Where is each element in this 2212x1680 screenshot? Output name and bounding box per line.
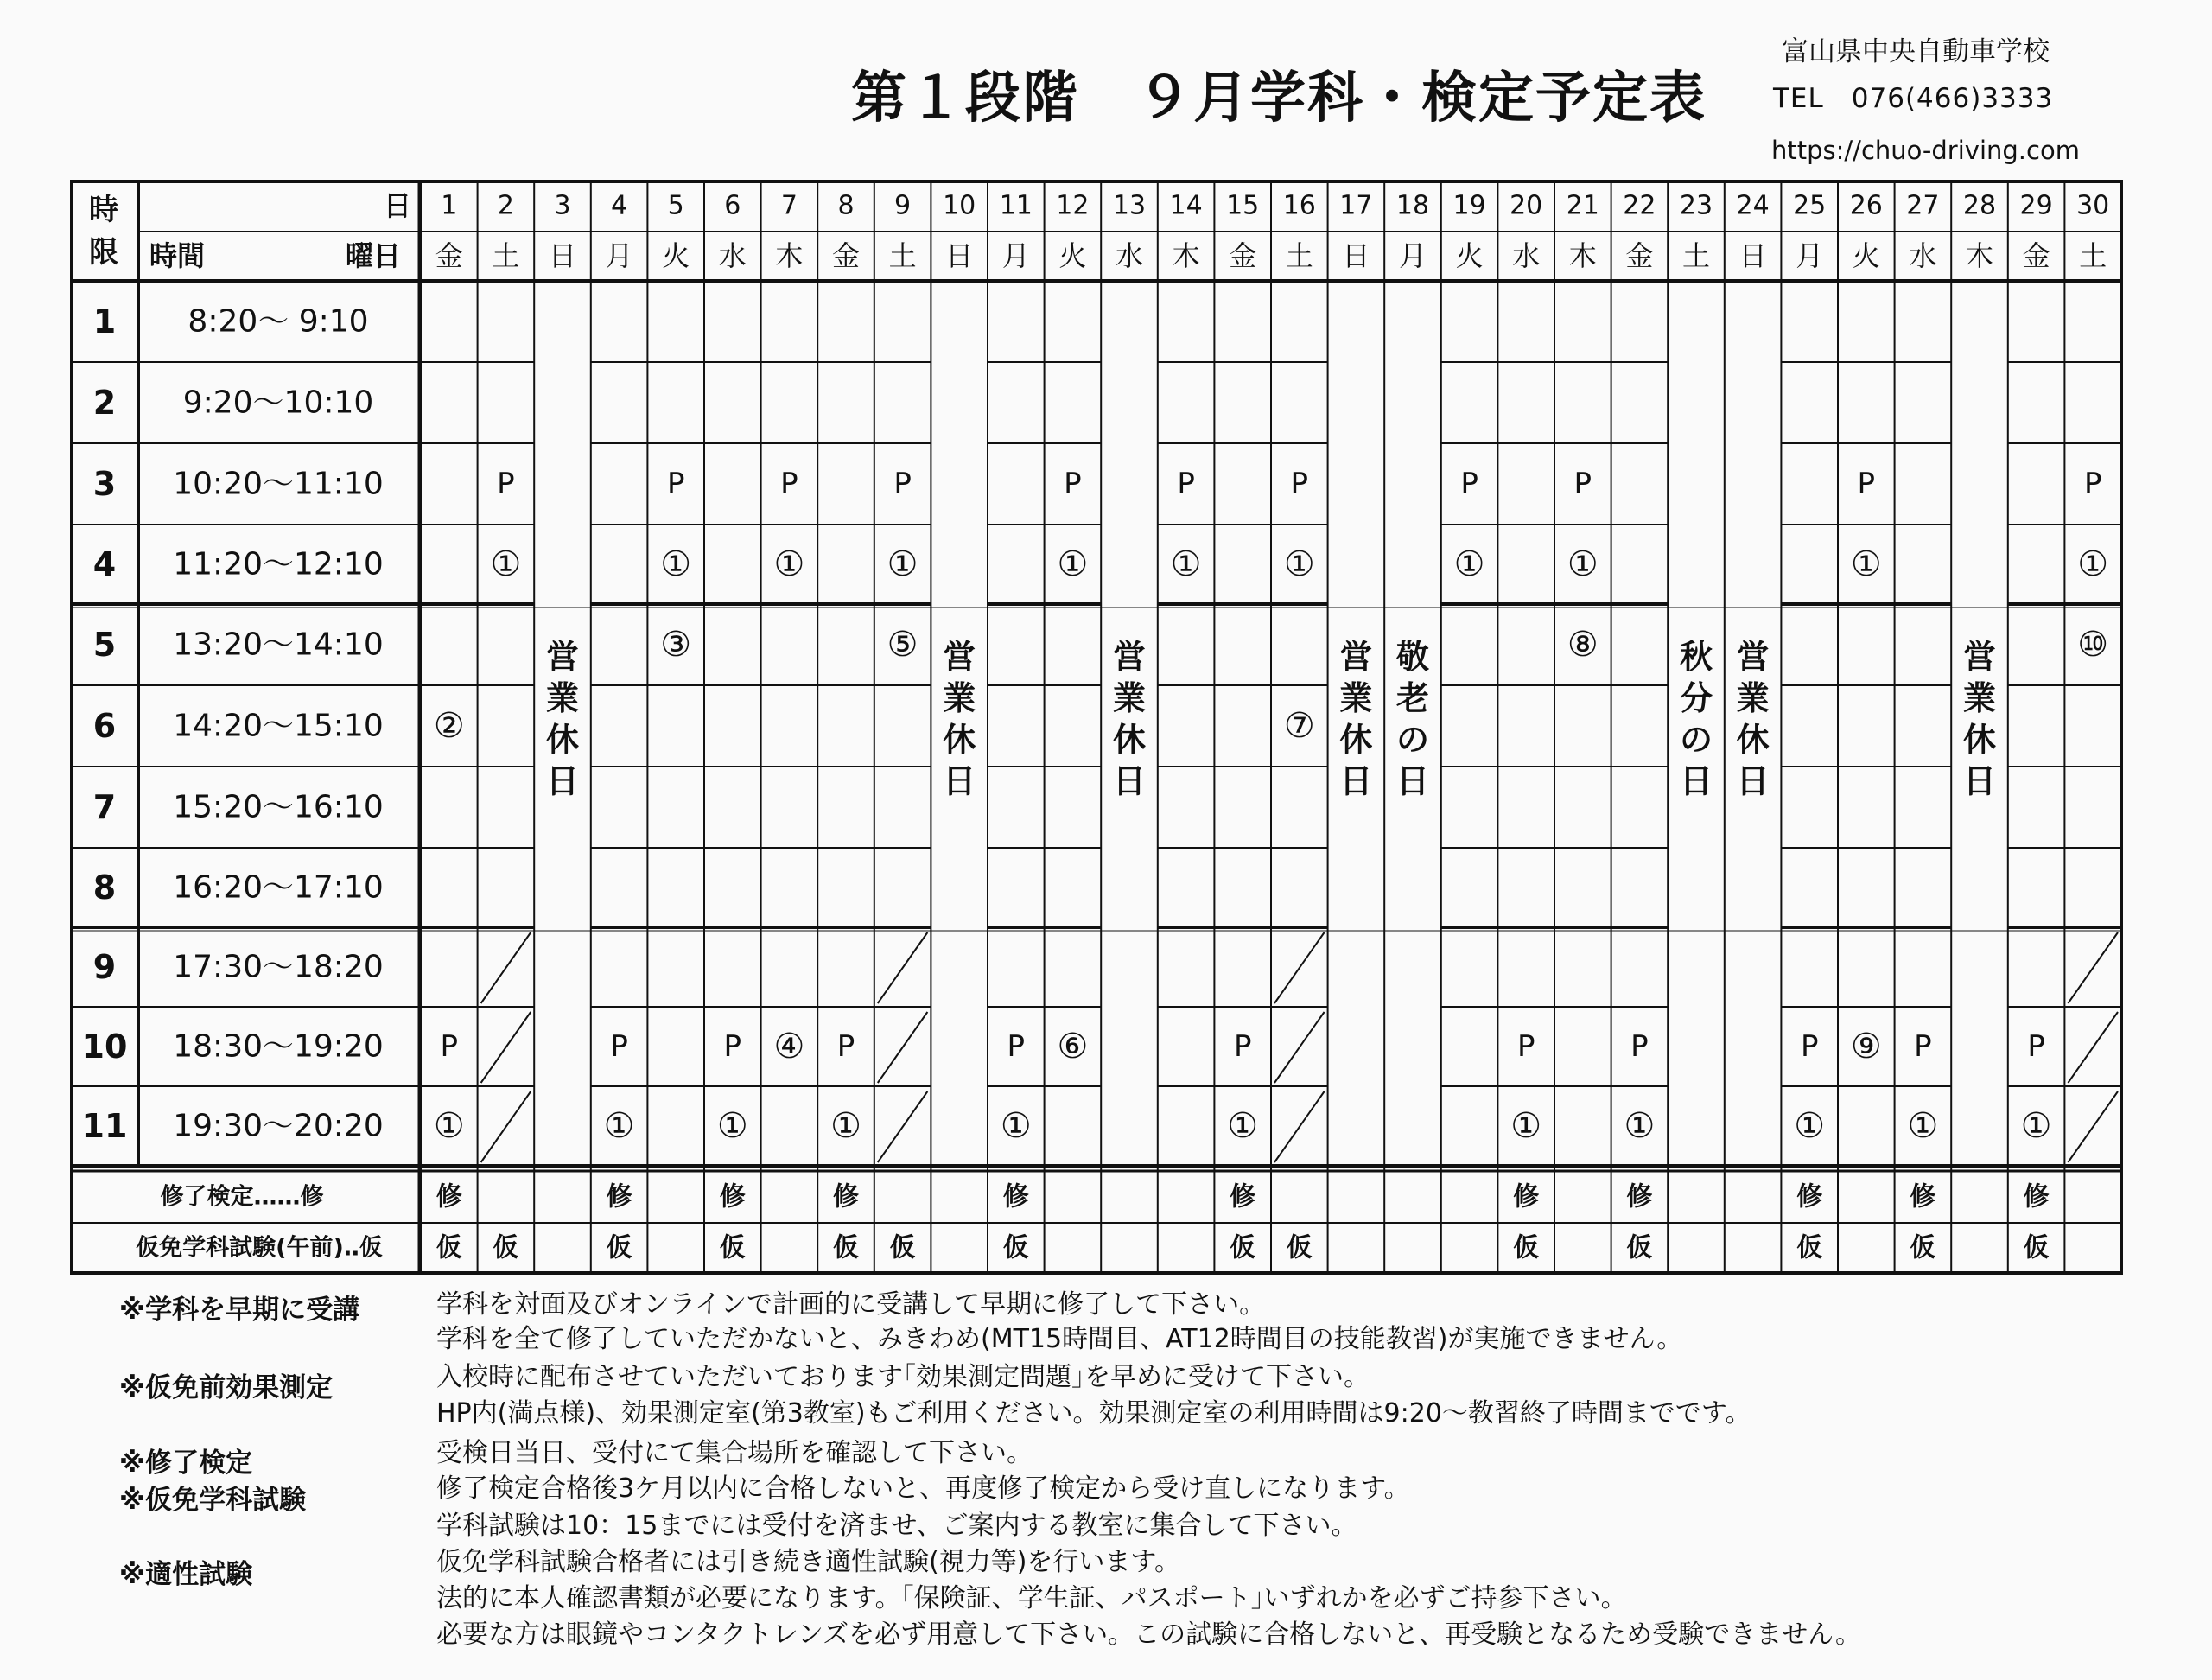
weekday: 金 <box>831 239 861 272</box>
exam-mark-karimen: 仮 <box>1513 1232 1540 1263</box>
closed-day-label: 営 <box>545 638 580 676</box>
exam-mark-karimen: 仮 <box>833 1232 859 1263</box>
weekday: 金 <box>1625 239 1654 272</box>
day-number: 15 <box>1226 190 1260 221</box>
weekday: 月 <box>1796 239 1824 272</box>
corner-day-label: 日 <box>383 189 412 222</box>
day-number: 8 <box>837 190 855 221</box>
day-number: 6 <box>724 190 741 221</box>
class-mark-number: ① <box>1057 544 1089 584</box>
weekday: 木 <box>1172 239 1200 272</box>
closed-day-label: 敬 <box>1395 638 1430 676</box>
exam-mark-karimen: 仮 <box>2023 1232 2050 1263</box>
closed-day-label: 日 <box>1679 762 1713 800</box>
day-number: 19 <box>1452 190 1486 221</box>
class-mark-number: ① <box>773 544 805 584</box>
period-number: 8 <box>92 869 117 907</box>
weekday: 水 <box>1909 239 1937 272</box>
class-mark-p: P <box>1516 1029 1535 1064</box>
period-number: 2 <box>92 384 117 422</box>
period-number: 1 <box>92 302 117 340</box>
closed-day-label: 営 <box>943 638 976 676</box>
closed-day-label: 日 <box>545 762 580 800</box>
day-number: 30 <box>2076 190 2110 221</box>
class-mark-number: ① <box>1850 544 1882 584</box>
class-mark-p: P <box>1177 467 1195 501</box>
class-mark-number: ③ <box>660 625 692 665</box>
class-mark-number: ① <box>1567 544 1599 584</box>
exam-mark-shuryo: 修 <box>833 1181 859 1212</box>
note-line: 学科を全て修了していただかないと、みきわめ(MT15時間目、AT12時間目の技能教習)が実施できません。 <box>436 1324 1683 1354</box>
closed-day-label: 休 <box>1736 721 1770 759</box>
exam-mark-karimen: 仮 <box>889 1232 916 1263</box>
class-mark-number: ⑤ <box>887 625 918 665</box>
exam-mark-karimen: 仮 <box>1286 1232 1313 1263</box>
weekday: 土 <box>888 239 917 272</box>
class-mark-p: P <box>1233 1029 1252 1064</box>
day-number: 3 <box>554 190 571 221</box>
weekday: 土 <box>1681 239 1711 272</box>
weekday: 木 <box>1568 239 1597 272</box>
weekday: 日 <box>1738 239 1767 272</box>
closed-day-label: 日 <box>1736 762 1770 800</box>
corner-jigen-2: 限 <box>89 235 118 270</box>
period-time: 8:20～ 9:10 <box>188 303 369 340</box>
corner-weekday-label: 曜日 <box>345 239 402 272</box>
day-number: 20 <box>1510 190 1543 221</box>
closed-day-label: 営 <box>1112 638 1147 676</box>
class-mark-p: P <box>1857 467 1876 501</box>
class-mark-p: P <box>497 467 515 501</box>
class-mark-p: P <box>1914 1029 1932 1064</box>
page-title: 第１段階 ９月学科・検定予定表 <box>851 67 1707 130</box>
day-number: 13 <box>1112 190 1147 221</box>
closed-day-label: 営 <box>1339 638 1373 676</box>
weekday: 月 <box>1001 239 1030 272</box>
period-time: 13:20～14:10 <box>173 627 384 663</box>
closed-day-label: 分 <box>1679 679 1713 717</box>
class-mark-number: ① <box>1453 544 1485 584</box>
closed-day-label: 業 <box>1112 679 1147 717</box>
day-number: 5 <box>667 190 684 221</box>
closed-day-label: 日 <box>1339 762 1373 800</box>
weekday: 水 <box>1512 239 1541 272</box>
day-number: 16 <box>1282 190 1316 221</box>
day-number: 22 <box>1623 190 1656 221</box>
closed-day-label: 休 <box>545 721 580 759</box>
day-number: 18 <box>1395 190 1430 221</box>
exam-mark-karimen: 仮 <box>1910 1232 1936 1263</box>
closed-day-label: 休 <box>943 721 976 759</box>
weekday: 火 <box>1058 239 1087 272</box>
weekday: 月 <box>1398 239 1427 272</box>
class-mark-p: P <box>440 1029 459 1064</box>
period-time: 19:30～20:20 <box>173 1108 384 1144</box>
weekday: 水 <box>718 239 747 272</box>
note-label-tekisei: ※適性試験 <box>119 1559 253 1590</box>
weekday: 土 <box>2079 239 2107 272</box>
class-mark-number: ① <box>1907 1106 1939 1146</box>
exam-mark-shuryo: 修 <box>1626 1181 1653 1212</box>
class-mark-p: P <box>1800 1029 1819 1064</box>
day-number: 9 <box>894 190 912 221</box>
class-mark-p: P <box>1064 467 1082 501</box>
school-url[interactable]: https://chuo-driving.com <box>1771 136 2080 165</box>
class-mark-number: ① <box>887 544 918 584</box>
closed-day-label: 老 <box>1395 679 1430 717</box>
closed-day-label: 休 <box>1962 721 1997 759</box>
class-mark-number: ① <box>1794 1106 1826 1146</box>
school-name: 富山県中央自動車学校 <box>1782 36 2050 67</box>
closed-day-label: 休 <box>1112 721 1147 759</box>
weekday: 水 <box>1115 239 1144 272</box>
exam-mark-shuryo: 修 <box>1796 1181 1823 1212</box>
note-line: 入校時に配布させていただいております｢効果測定問題｣を早めに受けて下さい。 <box>436 1362 1370 1392</box>
note-label-karimen: ※仮免学科試験 <box>119 1485 307 1516</box>
exam-mark-shuryo: 修 <box>1513 1181 1540 1212</box>
period-number: 7 <box>92 788 117 826</box>
closed-day-label: 日 <box>1395 762 1430 800</box>
day-number: 21 <box>1566 190 1599 221</box>
period-number: 10 <box>81 1028 128 1066</box>
weekday: 月 <box>605 239 633 272</box>
day-number: 27 <box>1906 190 1940 221</box>
closed-day-label: 業 <box>1339 679 1373 717</box>
class-mark-number: ⑨ <box>1850 1027 1882 1066</box>
weekday: 金 <box>1229 239 1257 272</box>
day-number: 26 <box>1849 190 1883 221</box>
weekday: 火 <box>662 239 690 272</box>
period-number: 11 <box>81 1107 128 1145</box>
class-mark-number: ① <box>660 544 692 584</box>
exam-mark-shuryo: 修 <box>2023 1181 2050 1212</box>
weekday: 金 <box>435 239 463 272</box>
weekday: 木 <box>775 239 804 272</box>
class-mark-p: P <box>780 467 798 501</box>
exam-mark-shuryo: 修 <box>719 1181 746 1212</box>
class-mark-number: ⑥ <box>1057 1027 1089 1066</box>
class-mark-p: P <box>666 467 685 501</box>
exam-mark-shuryo: 修 <box>1230 1181 1256 1212</box>
closed-day-label: 業 <box>1962 679 1997 717</box>
class-mark-number: ① <box>2077 544 2109 584</box>
note-label-shuryo: ※修了検定 <box>119 1448 253 1479</box>
exam-mark-karimen: 仮 <box>493 1232 519 1263</box>
class-mark-p: P <box>610 1029 628 1064</box>
class-mark-number: ⑦ <box>1283 706 1315 746</box>
class-mark-p: P <box>2083 467 2102 501</box>
period-time: 17:30～18:20 <box>173 949 384 985</box>
exam-mark-karimen: 仮 <box>435 1232 462 1263</box>
class-mark-p: P <box>1007 1029 1026 1064</box>
weekday: 日 <box>548 239 577 272</box>
closed-day-label: 営 <box>1736 638 1770 676</box>
class-mark-number: ① <box>490 544 522 584</box>
closed-day-label: の <box>1679 721 1713 759</box>
day-number: 10 <box>943 190 976 221</box>
day-number: 23 <box>1679 190 1713 221</box>
period-number: 5 <box>92 626 117 664</box>
class-mark-number: ① <box>716 1106 748 1146</box>
period-number: 4 <box>92 545 117 583</box>
day-number: 29 <box>2019 190 2053 221</box>
weekday: 土 <box>1285 239 1313 272</box>
closed-day-label: 休 <box>1339 721 1373 759</box>
class-mark-p: P <box>2027 1029 2045 1064</box>
note-label-early: ※学科を早期に受講 <box>119 1295 360 1326</box>
note-line: 学科試験は10：15までには受付を済ませ、ご案内する教室に集合して下さい。 <box>436 1511 1357 1541</box>
day-number: 7 <box>780 190 798 221</box>
class-mark-p: P <box>1573 467 1592 501</box>
class-mark-number: ⑩ <box>2077 625 2109 665</box>
period-time: 10:20～11:10 <box>173 466 384 502</box>
exam-mark-shuryo: 修 <box>606 1181 632 1212</box>
period-time: 9:20～10:10 <box>182 385 374 421</box>
weekday: 日 <box>945 239 974 272</box>
class-mark-p: P <box>1460 467 1478 501</box>
note-line: 受検日当日、受付にて集合場所を確認して下さい。 <box>436 1438 1033 1468</box>
day-number: 24 <box>1736 190 1770 221</box>
exam-mark-karimen: 仮 <box>719 1232 746 1263</box>
class-mark-number: ① <box>1283 544 1315 584</box>
weekday: 火 <box>1455 239 1484 272</box>
class-mark-number: ① <box>2020 1106 2052 1146</box>
exam-mark-karimen: 仮 <box>1002 1232 1029 1263</box>
weekday: 金 <box>2022 239 2050 272</box>
exam-mark-shuryo: 修 <box>1002 1181 1029 1212</box>
class-mark-number: ① <box>830 1106 861 1146</box>
day-number: 28 <box>1962 190 1997 221</box>
class-mark-number: ① <box>1170 544 1202 584</box>
day-number: 4 <box>611 190 628 221</box>
period-time: 11:20～12:10 <box>173 546 384 582</box>
weekday: 日 <box>1342 239 1370 272</box>
exam-label-karimen: 仮免学科試験(午前)‥仮 <box>136 1234 383 1262</box>
day-number: 17 <box>1339 190 1373 221</box>
day-number: 11 <box>999 190 1033 221</box>
day-number: 25 <box>1793 190 1827 221</box>
class-mark-p: P <box>723 1029 742 1064</box>
closed-day-label: 業 <box>545 679 580 717</box>
class-mark-number: ① <box>1510 1106 1542 1146</box>
closed-day-label: 日 <box>1112 762 1147 800</box>
class-mark-p: P <box>836 1029 855 1064</box>
closed-day-label: 業 <box>1736 679 1770 717</box>
weekday: 木 <box>1965 239 1994 272</box>
note-line: 法的に本人確認書類が必要になります。｢保険証、学生証、パスポート｣いずれかを必ずご持参下さい。 <box>436 1583 1627 1613</box>
class-mark-number: ① <box>1624 1106 1656 1146</box>
period-time: 14:20～15:10 <box>173 708 384 744</box>
class-mark-p: P <box>1630 1029 1649 1064</box>
closed-day-label: 日 <box>1962 762 1997 800</box>
exam-mark-karimen: 仮 <box>606 1232 632 1263</box>
closed-day-label: 業 <box>943 679 976 717</box>
note-line: HP内(満点様)、効果測定室(第3教室)もご利用ください。効果測定室の利用時間は9:20～教習終了時間までです。 <box>436 1398 1751 1429</box>
class-mark-number: ① <box>1227 1106 1259 1146</box>
note-line: 修了検定合格後3ケ月以内に合格しないと、再度修了検定から受け直しになります。 <box>436 1473 1410 1504</box>
period-time: 16:20～17:10 <box>173 869 384 906</box>
exam-mark-karimen: 仮 <box>1626 1232 1653 1263</box>
corner-jigen-1: 時 <box>89 193 118 227</box>
class-mark-number: ② <box>433 706 465 746</box>
weekday: 火 <box>1852 239 1880 272</box>
class-mark-number: ① <box>1000 1106 1032 1146</box>
class-mark-p: P <box>893 467 912 501</box>
exam-mark-karimen: 仮 <box>1230 1232 1256 1263</box>
period-number: 9 <box>92 948 117 986</box>
weekday: 土 <box>492 239 520 272</box>
note-line: 仮免学科試験合格者には引き続き適性試験(視力等)を行います。 <box>436 1547 1181 1577</box>
day-number: 14 <box>1169 190 1203 221</box>
exam-label-shuryo: 修了検定……修 <box>160 1183 324 1211</box>
note-label-koka: ※仮免前効果測定 <box>119 1372 334 1403</box>
period-number: 3 <box>92 465 117 503</box>
corner-time-label: 時間 <box>149 239 206 272</box>
period-number: 6 <box>92 707 117 745</box>
period-time: 15:20～16:10 <box>173 789 384 825</box>
closed-day-label: の <box>1395 721 1430 759</box>
school-phone: TEL 076(466)3333 <box>1773 83 2054 114</box>
note-line: 学科を対面及びオンラインで計画的に受講して早期に修了して下さい。 <box>436 1289 1266 1320</box>
closed-day-label: 日 <box>943 762 976 800</box>
exam-mark-karimen: 仮 <box>1796 1232 1823 1263</box>
day-number: 1 <box>441 190 458 221</box>
exam-mark-shuryo: 修 <box>1910 1181 1936 1212</box>
class-mark-number: ④ <box>773 1027 805 1066</box>
class-mark-number: ⑧ <box>1567 625 1599 665</box>
period-time: 18:30～19:20 <box>173 1028 384 1065</box>
class-mark-number: ① <box>433 1106 465 1146</box>
day-number: 12 <box>1056 190 1090 221</box>
class-mark-number: ① <box>603 1106 635 1146</box>
class-mark-p: P <box>1290 467 1309 501</box>
closed-day-label: 秋 <box>1679 638 1713 676</box>
closed-day-label: 営 <box>1962 638 1997 676</box>
note-line: 必要な方は眼鏡やコンタクトレンズを必ず用意して下さい。この試験に合格しないと、再受験となるため受験できません。 <box>436 1620 1861 1650</box>
exam-mark-shuryo: 修 <box>435 1181 462 1212</box>
day-number: 2 <box>497 190 514 221</box>
